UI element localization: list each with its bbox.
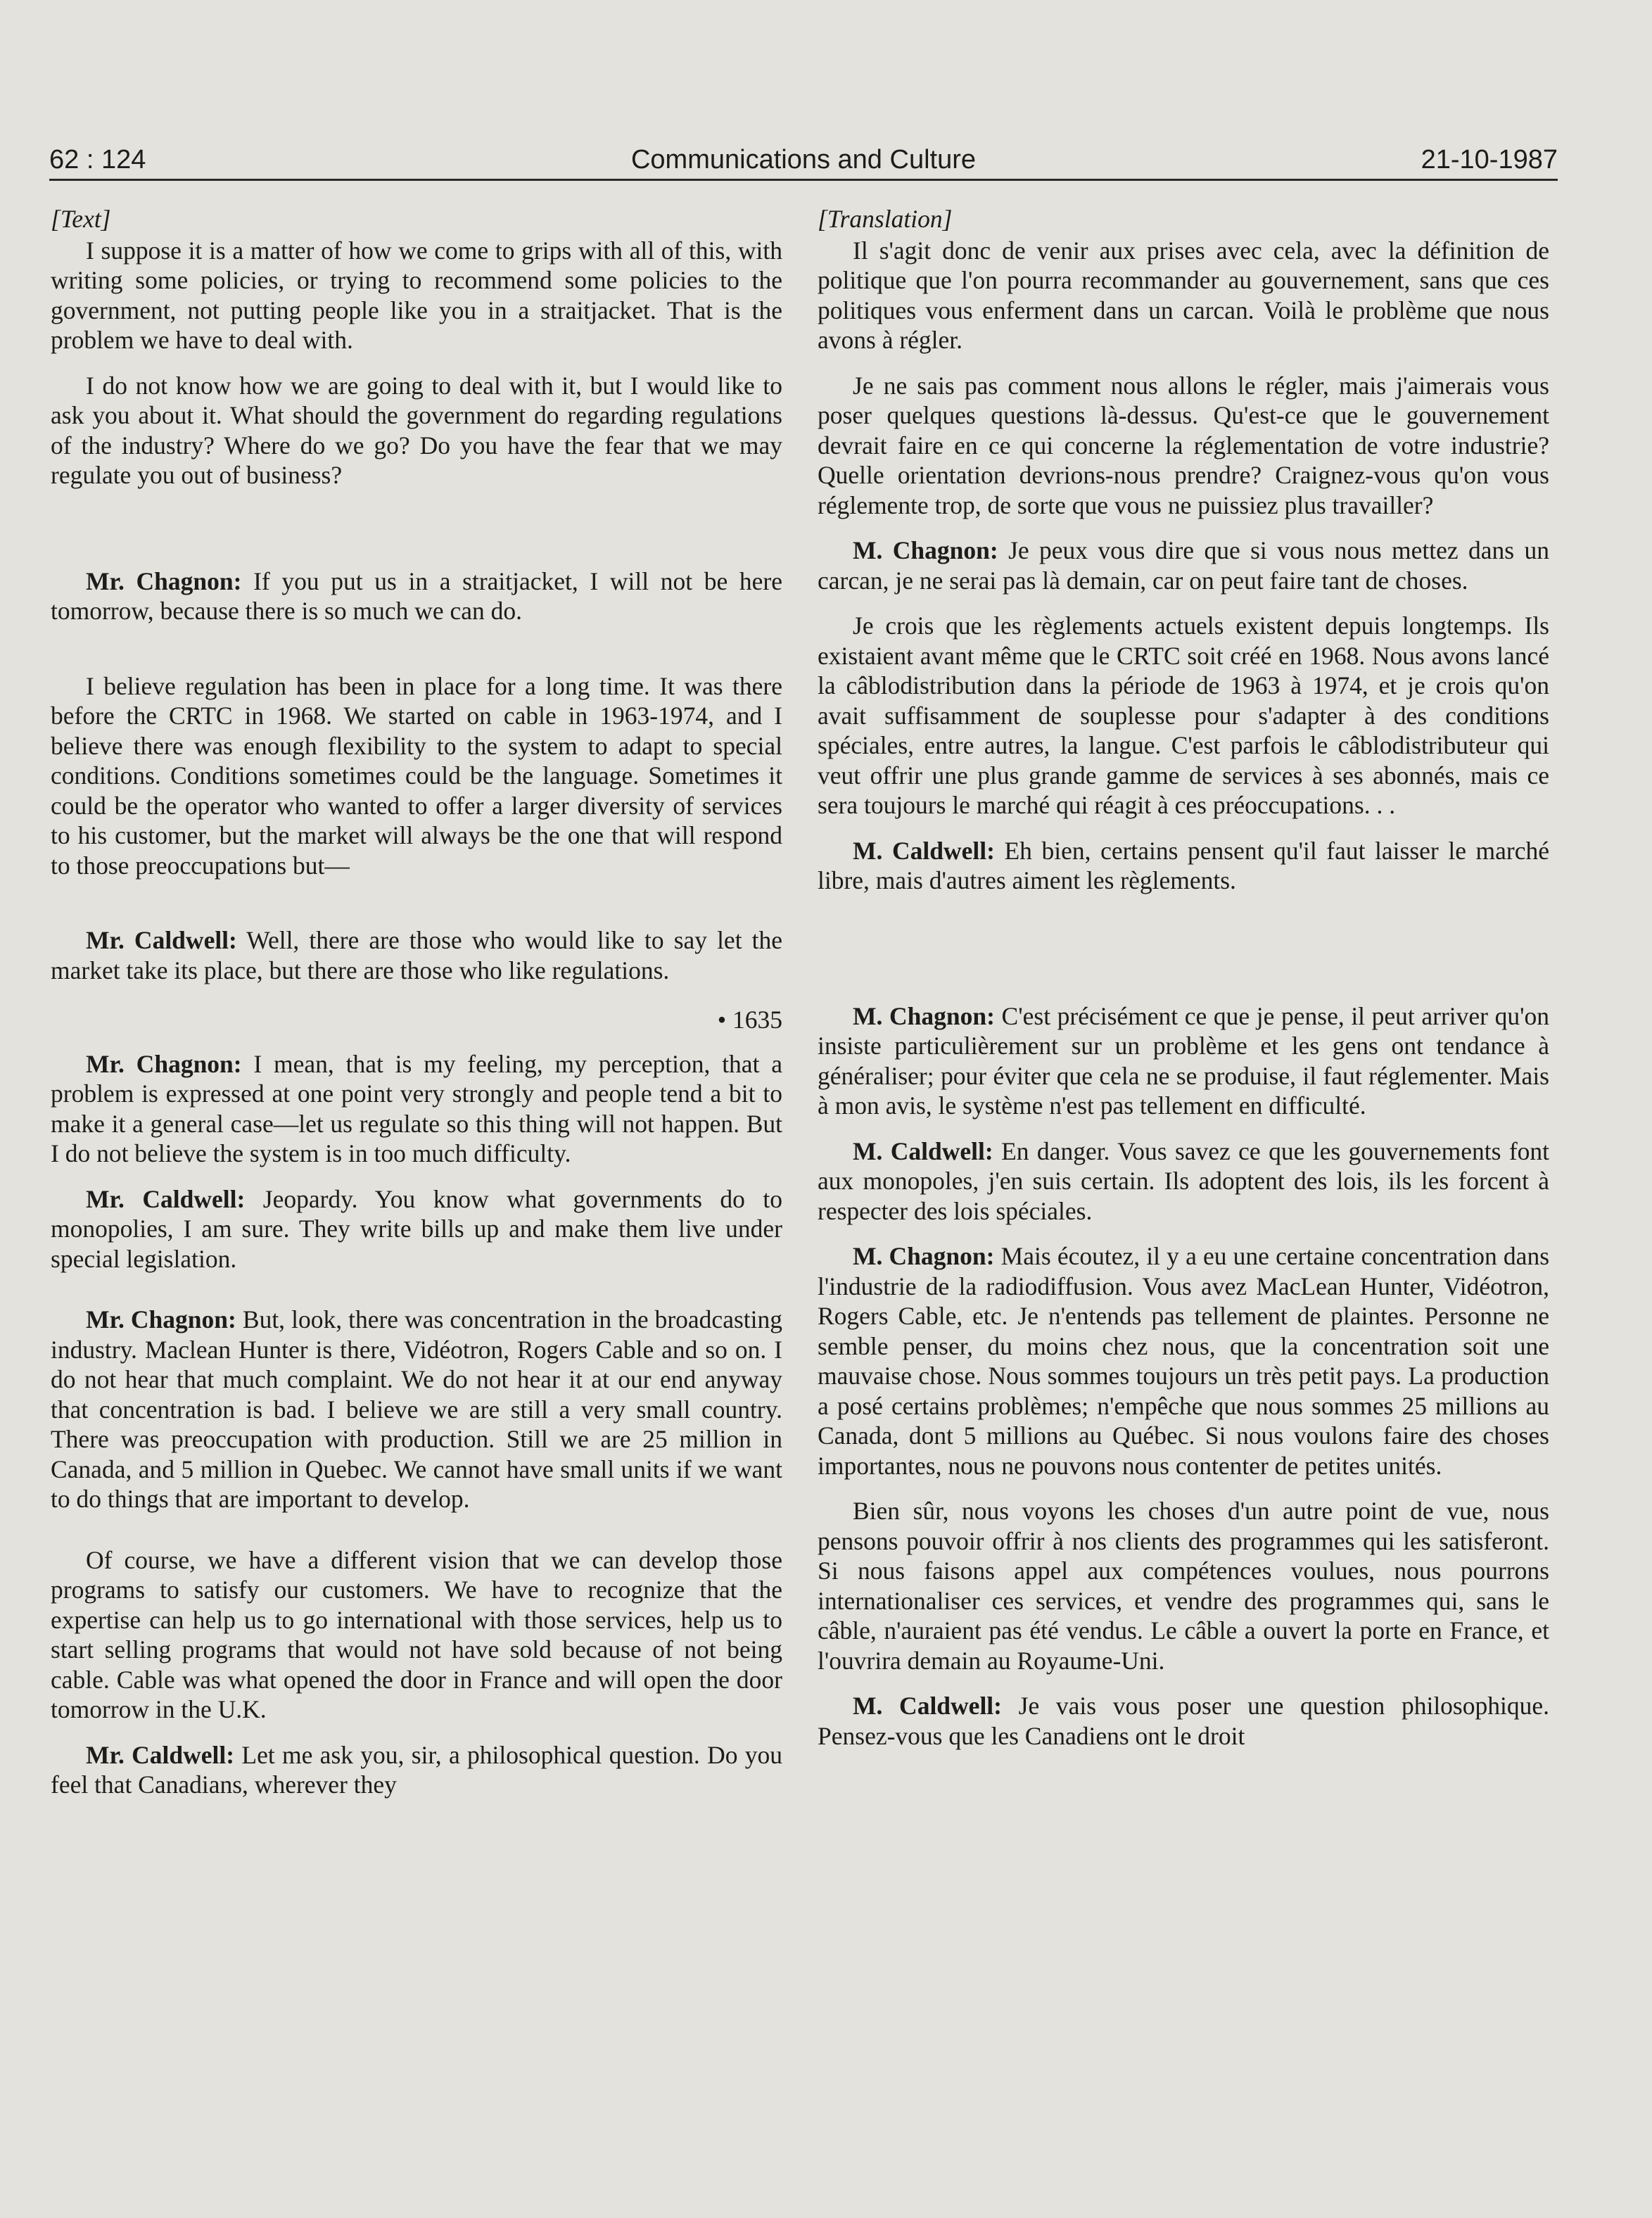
paragraph: I believe regulation has been in place for a long time. It was there before the CRTC in 1968. We started on cable in 1963-1974, and I believe there was enough flexibility to the system to adapt to special conditions. Conditions sometimes could be the language. Sometimes it could be the operator who wanted to offer a larger diversity of services to his customer, but the market will always be the one that will respond to those preoccupations but— — [51, 671, 782, 880]
speaker-name: Mr. Caldwell: — [86, 1740, 235, 1769]
paragraph: M. Chagnon: C'est précisément ce que je pense, il peut arriver qu'on insiste particulièrement sur un problème et les gens ont tendance à généraliser; pour éviter que cela ne se produise, il faut réglementer. Mais à mon avis, le système n'est pas tellement en difficulté. — [818, 1001, 1549, 1120]
speaker-name: Mr. Caldwell: — [86, 1184, 246, 1213]
paragraph: Je ne sais pas comment nous allons le régler, mais j'aimerais vous poser quelques questions là-dessus. Qu'est-ce que le gouvernement devrait faire en ce qui concerne la réglementation de votre industrie? Quelle orientation devrions-nous prendre? Craignez-vous qu'on vous réglemente trop, de sorte que vous ne puissiez plus travailler? — [818, 371, 1549, 519]
speaker-name: M. Chagnon: — [853, 1001, 995, 1030]
english-column — [51, 204, 782, 1815]
paragraph: Bien sûr, nous voyons les choses d'un autre point de vue, nous pensons pouvoir offrir à nos clients des programmes qui les satisferont. Si nous faisons appel aux compétences voulues, nous pourrons internationaliser ces services, et vendre des programmes qui, sans le câble, n'auraient pas été vendus. Le câble a ouvert la porte en France, et l'ouvrira demain au Royaume-Uni. — [818, 1497, 1549, 1675]
paragraph: M. Chagnon: Je peux vous dire que si vous nous mettez dans un carcan, je ne serai pas là demain, car on peut faire tant de choses. — [818, 536, 1549, 595]
translation-marker: [Translation] — [818, 205, 953, 233]
paragraph: Mr. Caldwell: Let me ask you, sir, a philosophical question. Do you feel that Canadians, wherever they — [51, 1740, 783, 1799]
paragraph: Of course, we have a different vision that we can develop those programs to satisfy our customers. We have to recognize that the expertise can help us to go international with those services, help us to start selling programs that would not have sold because of not being cable. Cable was what opened the door in France and will open the door tomorrow in the U.K. — [51, 1545, 782, 1723]
french-column — [818, 204, 1549, 1766]
speaker-name: M. Chagnon: — [853, 1242, 995, 1270]
page-title: Communications and Culture — [630, 145, 976, 175]
speaker-name: M. Caldwell: — [853, 1136, 993, 1165]
paragraph: M. Caldwell: Je vais vous poser une question philosophique. Pensez-vous que les Canadiens ont le droit — [818, 1692, 1549, 1750]
paragraph: I suppose it is a matter of how we come to grips with all of this, with writing some policies, or trying to recommend some policies to the government, not putting people like you in a straitjacket. That is the problem we have to deal with. — [51, 236, 782, 354]
speaker-name: Mr. Chagnon: — [86, 566, 242, 595]
paragraph: Mr. Caldwell: Jeopardy. You know what governments do to monopolies, I am sure. They write bills up and make them live under special legislation. — [51, 1184, 782, 1273]
text-marker: [Text] — [51, 205, 111, 233]
time-stamp: • 1635 — [717, 1006, 782, 1034]
paragraph: Je crois que les règlements actuels existent depuis longtemps. Ils existaient avant même que le CRTC soit créé en 1968. Nous avons lancé la câblodistribution dans la période de 1963 à 1974, et je crois qu'on avait suffisamment de souplesse pour s'adapter à des conditions spéciales, entre autres, la langue. C'est parfois le câblodistributeur qui veut offrir une plus grande gamme de services à ses abonnés, mais ce sera toujours le marché qui réagit à ces préoccupations. . . — [818, 611, 1549, 819]
paragraph: Mr. Chagnon: I mean, that is my feeling, my perception, that a problem is expressed at one point very strongly and people tend a bit to make it a general case—let us regulate so this thing will not happen. But I do not believe the system is in too much difficulty. — [51, 1049, 782, 1167]
paragraph: Mr. Caldwell: Well, there are those who would like to say let the market take its place, but there are those who like regulations. — [51, 926, 782, 984]
page-number: 62 : 124 — [49, 145, 146, 175]
paragraph: M. Caldwell: Eh bien, certains pensent qu'il faut laisser le marché libre, mais d'autres aiment les règlements. — [818, 836, 1549, 894]
speaker-name: M. Caldwell: — [853, 836, 995, 865]
speaker-name: M. Caldwell: — [853, 1692, 1002, 1720]
paragraph: I do not know how we are going to deal with it, but I would like to ask you about it. What should the government do regarding regulations of the industry? Where do we go? Do you have the fear that we may regulate you out of business? — [51, 371, 782, 489]
header-rule — [49, 179, 1558, 181]
page-date: 21-10-1987 — [1421, 145, 1558, 175]
page-header — [49, 141, 1558, 179]
paragraph: Il s'agit donc de venir aux prises avec cela, avec la définition de politique que l'on pourra recommander au gouvernement, sans que ces politiques vous enferment dans un carcan. Voilà le problème que nous avons à régler. — [818, 236, 1549, 354]
speaker-name: Mr. Chagnon: — [86, 1049, 242, 1078]
paragraph: M. Chagnon: Mais écoutez, il y a eu une certaine concentration dans l'industrie de la radiodiffusion. Vous avez MacLean Hunter, Vidéotron, Rogers Cable, etc. Je n'entends pas tellement de plaintes. Personne ne semble penser, du moins chez nous, que la concentration soit une mauvaise chose. Nous sommes toujours un très petit pays. La production a posé certains problèmes; n'empêche que nous sommes 25 millions au Canada, dont 5 millions au Québec. Si nous voulons faire des choses importantes, nous ne pouvons nous contenter de petites unités. — [818, 1242, 1550, 1480]
paragraph: M. Caldwell: En danger. Vous savez ce que les gouvernements font aux monopoles, j'en suis certain. Ils adoptent des lois, ils les forcent à respecter des lois spéciales. — [818, 1136, 1549, 1225]
speaker-name: M. Chagnon: — [853, 536, 998, 564]
speaker-name: Mr. Caldwell: — [86, 926, 237, 954]
speaker-name: Mr. Chagnon: — [86, 1305, 236, 1333]
paragraph: Mr. Chagnon: But, look, there was concentration in the broadcasting industry. Maclean Hunter is there, Vidéotron, Rogers Cable and so on. I do not hear that much complaint. We do not hear it at our end anyway that concentration is bad. I believe we are still a very small country. There was preoccupation with production. Still we are 25 million in Canada, and 5 million in Quebec. We cannot have small units if we want to do things that are important to develop. — [51, 1305, 782, 1513]
paragraph: Mr. Chagnon: If you put us in a straitjacket, I will not be here tomorrow, because there is so much we can do. — [51, 566, 782, 625]
